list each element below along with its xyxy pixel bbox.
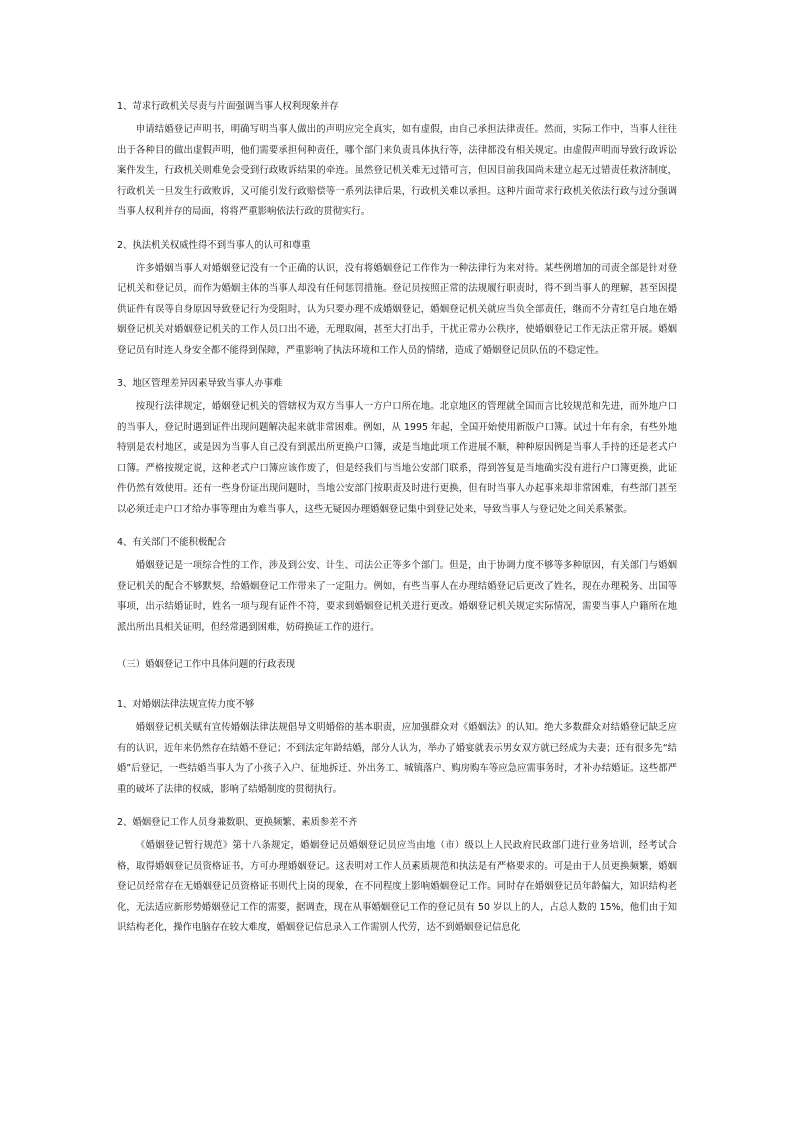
section-heading: 4、有关部门不能积极配合 [117,537,227,548]
section-heading: 1、对婚姻法律法规宣传力度不够 [117,699,255,710]
section-paragraph: 申请结婚登记声明书，明确写明当事人做出的声明应完全真实，如有虚假，由自己承担法律责任。然而，实际工作中，当事人往往出于各种目的做出虚假声明，他们需要承担何种责任，哪个部门来负责具体执行等，法律都没有相关规定。由虚假声明而导致行政诉讼案件发生，行政机关则难免会受到行政败诉结果的牵连。虽然登记机关难无过错可言，但因目前我国尚未建立起无过错责任救济制度，行政机关一旦发生行政败诉，又可能引发行政赔偿等一系列法律后果，行政机关难以承担。这种片面苛求行政机关依法行政与过分强调当事人权利并存的局面，将将严重影响依法行政的贯彻实行。 [117,124,677,217]
section-paragraph: 许多婚姻当事人对婚姻登记没有一个正确的认识，没有将婚姻登记工作作为一种法律行为来对待。某些例增加的司责全部是针对登记机关和登记员，而作为婚姻主体的当事人却没有任何惩罚措施。登记员按照正常的法规履行职责时，得不到当事人的理解，甚至因提供证件有误等自身原因导致登记行为受阻时，认为只要办理不成婚姻登记，婚姻登记机关就应当负全部责任，继而不分青红皂白地在婚姻登记机关对婚姻登记机关的工作人员口出不逊，无理取闹，甚至大打出手，干扰正常办公秩序，使婚姻登记工作无法正常开展。婚姻登记员有时连人身安全都不能得到保障，严重影响了执法环境和工作人员的情绪，造成了婚姻登记员队伍的不稳定性。 [117,262,677,356]
section-heading: 2、执法机关权威性得不到当事人的认可和尊重 [117,239,311,251]
section-heading: 1、苛求行政机关尽责与片面强调当事人权利现象并存 [117,101,339,112]
section-heading: 2、婚姻登记工作人员身兼数职、更换频繁、素质参差不齐 [117,817,358,828]
document-page [117,94,677,939]
section-paragraph: 《婚姻登记暂行规范》第十八条规定，婚姻登记员婚姻登记员应当由地（市）级以上人民政府民政部门进行业务培训，经考试合格，取得婚姻登记员资格证书，方可办理婚姻登记。这表明对工作人员素质规范和执法是有严格要求的。可是由于人员更换频繁，婚姻登记员经常存在无婚姻登记员资格证书则代上岗的现象，在不同程度上影响婚姻登记工作。同时存在婚姻登记员年龄偏大，知识结构老化，无法适应新形势婚姻登记工作的需要，据调查，现在从事婚姻登记工作的登记员有 50 岁以上的人，占总人数的 15%，他们由于知识结构老化，操作电脑存在较大难度，婚姻登记信息录入工作需别人代劳，达不到婚姻登记信息化 [117,840,677,933]
section-paragraph: 婚姻登记是一项综合性的工作，涉及到公安、计生、司法公正等多个部门。但是，由于协调力度不够等多种原因，有关部门与婚姻登记机关的配合不够默契，给婚姻登记工作带来了一定阻力。例如，有些当事人在办理结婚登记后更改了姓名，现在办理税务、出国等事项，出示结婚证时，姓名一项与现有证件不符，要求到婚姻登记机关进行更改。婚姻登记机关规定实际情况，需要当事人户籍所在地派出所出具相关证明，但经常遇到困难，妨碍换证工作的进行。 [117,560,677,633]
section-heading: 3、地区管理差异因素导致当事人办事难 [117,378,283,389]
section-paragraph: 婚姻登记机关赋有宣传婚姻法律法规倡导文明婚俗的基本职责，应加强群众对《婚姻法》的认知。绝大多数群众对结婚登记缺乏应有的认识，近年来仍然存在结婚不登记；不到法定年龄结婚，部分人认为，举办了婚宴就表示男女双方就已经成为夫妻；还有很多先“结婚”后登记，一些结婚当事人为了小孩子入户、征地拆迁、外出务工、城镇落户、购房购车等应急应需事务时，才补办结婚证。这些都严重的破坏了法律的权威，影响了结婚制度的贯彻执行。 [117,722,677,795]
chapter-heading: （三）婚姻登记工作中具体问题的行政表现 [117,659,296,670]
section-paragraph: 按现行法律规定，婚姻登记机关的管辖权为双方当事人一方户口所在地。北京地区的管理就全国而言比较规范和先进，而外地户口的当事人，登记时遇到证件出现问题解决起来就非常困难。例如，从 1995 年起，全国开始使用新版户口簿。试过十年有余，有些外地特别是农村地区，或是因为当事人自己没有到派出所更换户口簿，或是当地此项工作进展不顺，种种原因例是当事人手持的还是老式户口簿。严格按规定说，这种老式户口簿应该作废了，但是经我们与当地公安部门联系，得到答复是当地确实没有进行户口簿更换，此证件仍然有效使用。还有一些身份证出现问题时，当地公安部门按职责及时进行更换，但有时当事人办起事来却非常困难，有些部门甚至以必须迁走户口才给办事等理由为难当事人，这些无疑因办理婚姻登记集中到登记处来，导致当事人与登记处之间关系紧张。 [117,401,677,515]
